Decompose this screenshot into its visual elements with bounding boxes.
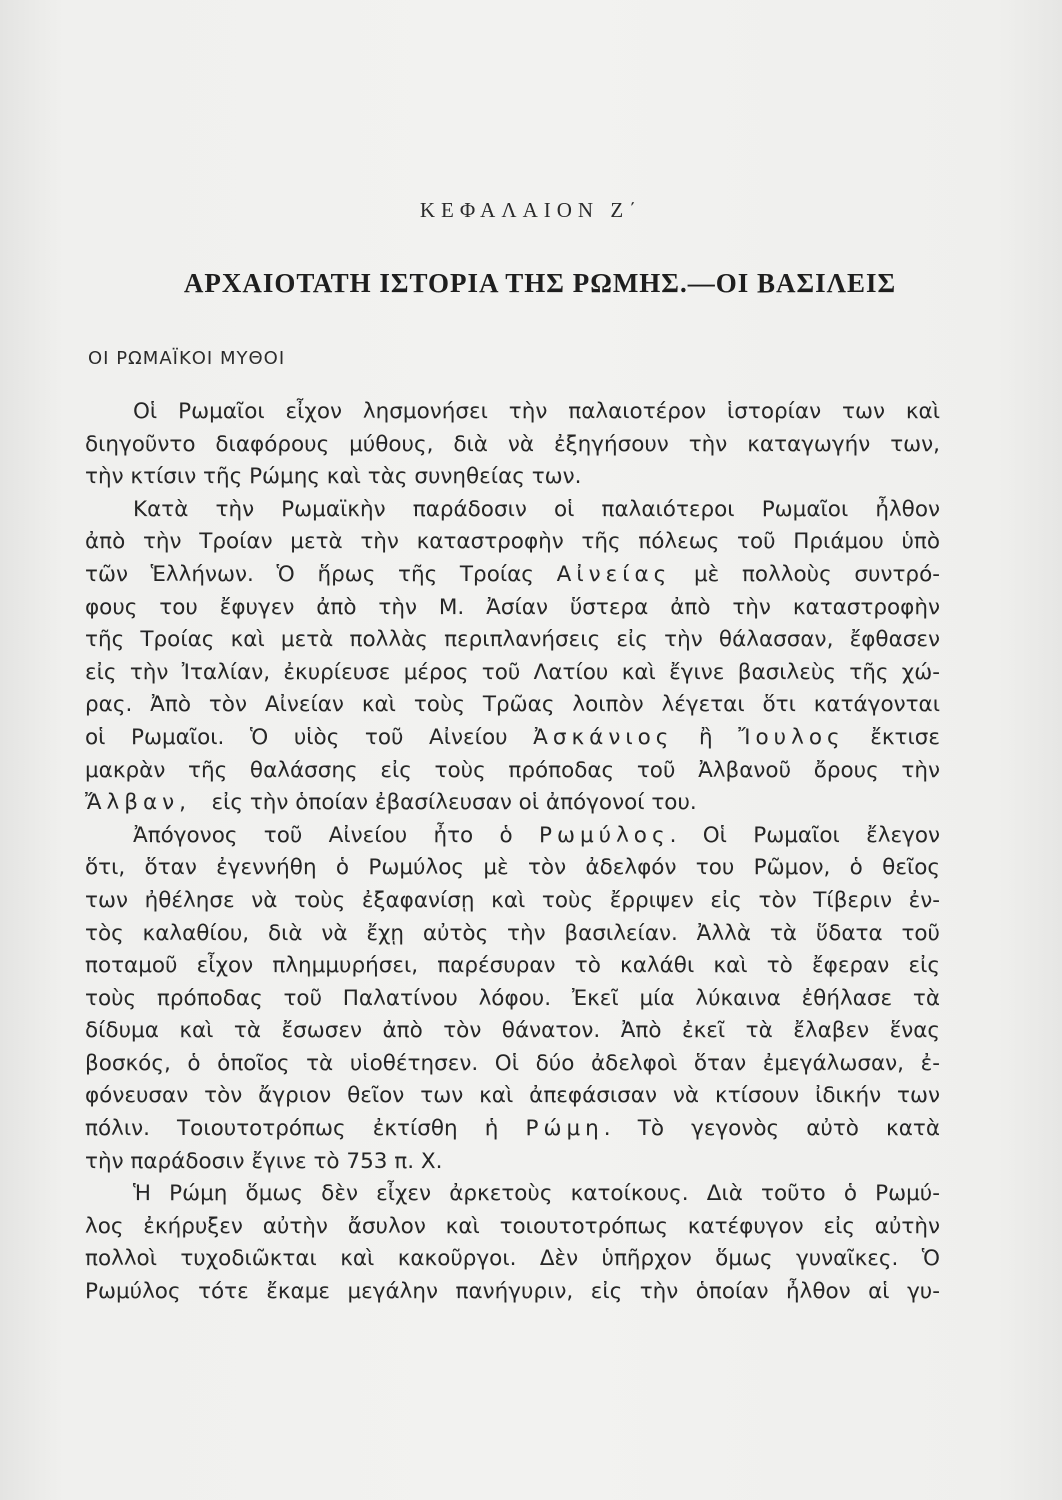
spaced-name: Ρωμύλος [539, 822, 670, 848]
chapter-label: ΚΕΦΑΛΑΙΟΝ Ζ΄ [419, 198, 643, 222]
text-line: πόλιν. Τοιουτοτρόπως ἐκτίσθη ἡ Ρώμη. Τὸ γεγονὸς αὐτὸ κατὰ [85, 1116, 940, 1142]
text-line: Οἱ Ρωμαῖοι εἶχον λησμονήσει τὴν παλαιοτέρον ἱστορίαν των καὶ [133, 399, 940, 424]
text-line: εἰς τὴν Ἰταλίαν, ἐκυρίευσε μέρος τοῦ Λατίου καὶ ἔγινε βασιλεὺς τῆς χώ- [85, 659, 940, 685]
spaced-name: Αἰνείας [556, 561, 672, 587]
text-line: πολλοὶ τυχοδιῶκται καὶ κακοῦργοι. Δὲν ὑπῆρχον ὅμως γυναῖκες. Ὁ [85, 1246, 940, 1272]
text-line: Κατὰ τὴν Ρωμαϊκὴν παράδοσιν οἱ παλαιότεροι Ρωμαῖοι ἦλθον [133, 496, 940, 522]
spaced-name: Ἀσκάνιος [533, 724, 674, 750]
text-line: τῶν Ἑλλήνων. Ὁ ἥρως τῆς Τροίας Αἰνείας μὲ πολλοὺς συντρό- [85, 561, 940, 587]
text-line: τὸς καλαθίου, διὰ νὰ ἔχῃ αὐτὸς τὴν βασιλείαν. Ἀλλὰ τὰ ὕδατα τοῦ [85, 920, 940, 946]
text-line: φους του ἔφυγεν ἀπὸ τὴν Μ. Ἀσίαν ὕστερα ἀπὸ τὴν καταστροφὴν [85, 594, 940, 620]
text-line: ἀπὸ τὴν Τροίαν μετὰ τὴν καταστροφὴν τῆς πόλεως τοῦ Πριάμου ὑπὸ [85, 529, 940, 555]
text-line: τὴν κτίσιν τῆς Ρώμης καὶ τὰς συνηθείας των. [85, 464, 582, 490]
text-line: ποταμοῦ εἶχον πλημμυρήσει, παρέσυραν τὸ καλάθι καὶ τὸ ἔφεραν εἰς [85, 953, 940, 979]
text-line: τὴν παράδοσιν ἔγινε τὸ 753 π. Χ. [85, 1148, 443, 1174]
text-line: βοσκός, ὁ ὁποῖος τὰ υἱοθέτησεν. Οἱ δύο ἀδελφοὶ ὅταν ἐμεγάλωσαν, ἐ- [85, 1050, 940, 1076]
section-heading: ΟΙ ΡΩΜΑΪΚΟΙ ΜΥΘΟΙ [88, 348, 286, 369]
text-line: ὅτι, ὅταν ἐγεννήθη ὁ Ρωμύλος μὲ τὸν ἀδελφόν του Ρῶμον, ὁ θεῖος [85, 855, 940, 881]
text-line: τῆς Τροίας καὶ μετὰ πολλὰς περιπλανήσεις εἰς τὴν θάλασσαν, ἔφθασεν [85, 627, 940, 653]
text-line: λος ἐκήρυξεν αὐτὴν ἄσυλον καὶ τοιουτοτρόπως κατέφυγον εἰς αὐτὴν [85, 1213, 940, 1239]
spaced-name: Ἄλβαν, [85, 790, 191, 816]
text-line: των ἠθέλησε νὰ τοὺς ἐξαφανίσῃ καὶ τοὺς ἔρριψεν εἰς τὸν Τίβεριν ἐν- [85, 887, 940, 913]
chapter-title: ΑΡΧΑΙΟΤΑΤΗ ΙΣΤΟΡΙΑ ΤΗΣ ΡΩΜΗΣ.—ΟΙ ΒΑΣΙΛΕΙΣ [183, 268, 897, 298]
spaced-name: Ἴουλος [738, 724, 845, 750]
text-line: Ἡ Ρώμη ὅμως δὲν εἶχεν ἀρκετοὺς κατοίκους. Διὰ τοῦτο ὁ Ρωμύ- [133, 1181, 940, 1207]
body-text [85, 396, 940, 1309]
text-line: μακρὰν τῆς θαλάσσης εἰς τοὺς πρόποδας τοῦ Ἀλβανοῦ ὄρους τὴν [85, 757, 940, 783]
text-line: Ἀπόγονος τοῦ Αἰνείου ἦτο ὁ Ρωμύλος. Οἱ Ρωμαῖοι ἔλεγον [133, 822, 940, 848]
text-line: Ρωμύλος τότε ἔκαμε μεγάλην πανήγυριν, εἰς τὴν ὁποίαν ἦλθον αἱ γυ- [85, 1279, 940, 1305]
text-line: οἱ Ρωμαῖοι. Ὁ υἱὸς τοῦ Αἰνείου Ἀσκάνιος ἢ Ἴουλος ἔκτισε [85, 724, 940, 750]
text-line: ρας. Ἀπὸ τὸν Αἰνείαν καὶ τοὺς Τρῶας λοιπὸν λέγεται ὅτι κατάγονται [85, 692, 940, 718]
text-line: Ἄλβαν, εἰς τὴν ὁποίαν ἐβασίλευσαν οἱ ἀπόγονοί του. [85, 790, 697, 816]
text-line: φόνευσαν τὸν ἄγριον θεῖον των καὶ ἀπεφάσισαν νὰ κτίσουν ἰδικήν των [85, 1083, 940, 1109]
spaced-name: Ρώμη [525, 1116, 604, 1142]
text-line: τοὺς πρόποδας τοῦ Παλατίνου λόφου. Ἐκεῖ μία λύκαινα ἐθήλασε τὰ [85, 985, 940, 1011]
text-line: διηγοῦντο διαφόρους μύθους, διὰ νὰ ἐξηγήσουν τὴν καταγωγήν των, [85, 431, 940, 457]
text-line: δίδυμα καὶ τὰ ἔσωσεν ἀπὸ τὸν θάνατον. Ἀπὸ ἐκεῖ τὰ ἔλαβεν ἕνας [85, 1018, 940, 1044]
